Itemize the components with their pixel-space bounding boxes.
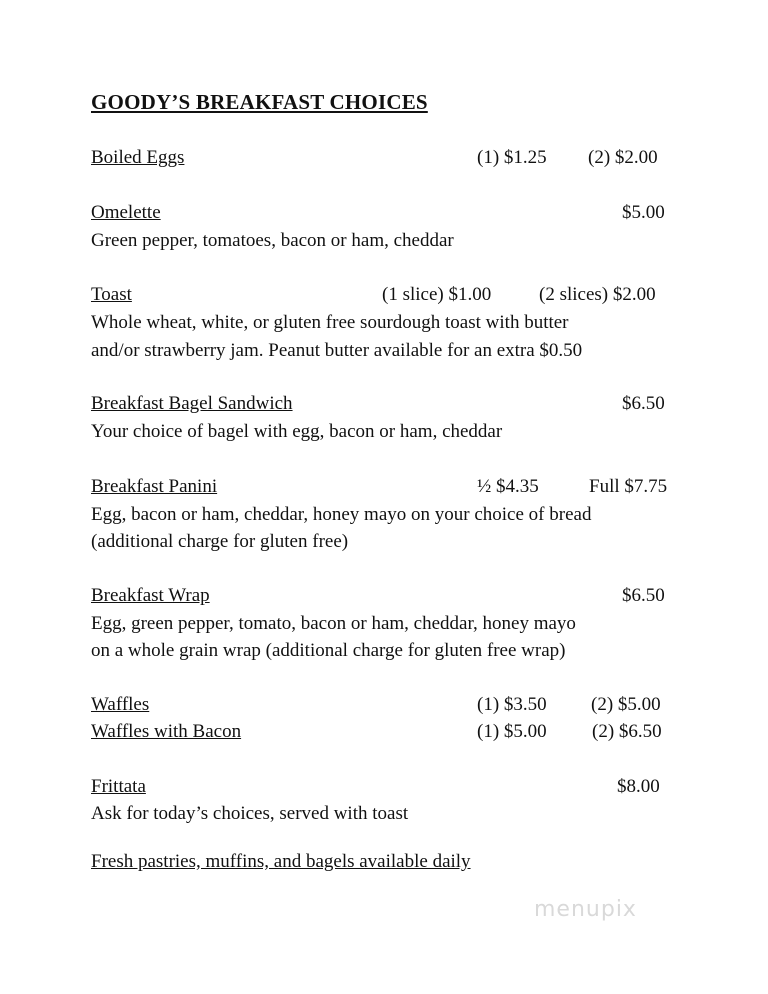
item-panini-price-half: ½ $4.35 bbox=[477, 476, 539, 497]
item-boiled-eggs-name: Boiled Eggs bbox=[91, 147, 185, 168]
item-panini-price-full: Full $7.75 bbox=[589, 476, 668, 497]
item-boiled-eggs-price-single: (1) $1.25 bbox=[477, 147, 547, 168]
item-wrap-name: Breakfast Wrap bbox=[91, 585, 210, 606]
item-waffles-price-single: (1) $3.50 bbox=[477, 694, 547, 715]
item-omelette-price: $5.00 bbox=[622, 202, 665, 223]
item-waffles-price-double: (2) $5.00 bbox=[591, 694, 661, 715]
item-waffles-bacon-name: Waffles with Bacon bbox=[91, 721, 242, 742]
item-boiled-eggs-price-double: (2) $2.00 bbox=[588, 147, 658, 168]
item-bagel-sandwich-price: $6.50 bbox=[622, 393, 665, 414]
footer-note: Fresh pastries, muffins, and bagels available daily bbox=[91, 851, 471, 872]
item-toast-price-two-slices: (2 slices) $2.00 bbox=[539, 284, 656, 305]
item-bagel-sandwich-name: Breakfast Bagel Sandwich bbox=[91, 393, 293, 414]
item-toast-price-one-slice: (1 slice) $1.00 bbox=[382, 284, 492, 305]
page-title: GOODY’S BREAKFAST CHOICES bbox=[91, 90, 428, 114]
item-wrap-description-line2: on a whole grain wrap (additional charge for gluten free wrap) bbox=[91, 640, 566, 661]
item-omelette-name: Omelette bbox=[91, 202, 161, 223]
item-panini-description-line1: Egg, bacon or ham, cheddar, honey mayo on your choice of bread bbox=[91, 504, 592, 525]
item-waffles-bacon-price-double: (2) $6.50 bbox=[592, 721, 662, 742]
item-waffles-bacon-price-single: (1) $5.00 bbox=[477, 721, 547, 742]
item-frittata-name: Frittata bbox=[91, 776, 146, 797]
item-wrap-description-line1: Egg, green pepper, tomato, bacon or ham, cheddar, honey mayo bbox=[91, 613, 576, 634]
item-waffles-name: Waffles bbox=[91, 694, 150, 715]
item-toast-description-line2: and/or strawberry jam. Peanut butter available for an extra $0.50 bbox=[91, 340, 583, 361]
item-toast-description-line1: Whole wheat, white, or gluten free sourdough toast with butter bbox=[91, 312, 569, 333]
watermark-logo: menupix bbox=[534, 897, 637, 922]
item-omelette-description: Green pepper, tomatoes, bacon or ham, cheddar bbox=[91, 230, 454, 251]
item-frittata-description: Ask for today’s choices, served with toast bbox=[91, 803, 409, 824]
item-toast-name: Toast bbox=[91, 284, 132, 305]
item-bagel-sandwich-description: Your choice of bagel with egg, bacon or ham, cheddar bbox=[91, 421, 503, 442]
item-frittata-price: $8.00 bbox=[617, 776, 660, 797]
item-panini-name: Breakfast Panini bbox=[91, 476, 218, 497]
item-panini-description-line2: (additional charge for gluten free) bbox=[91, 531, 349, 552]
item-wrap-price: $6.50 bbox=[622, 585, 665, 606]
